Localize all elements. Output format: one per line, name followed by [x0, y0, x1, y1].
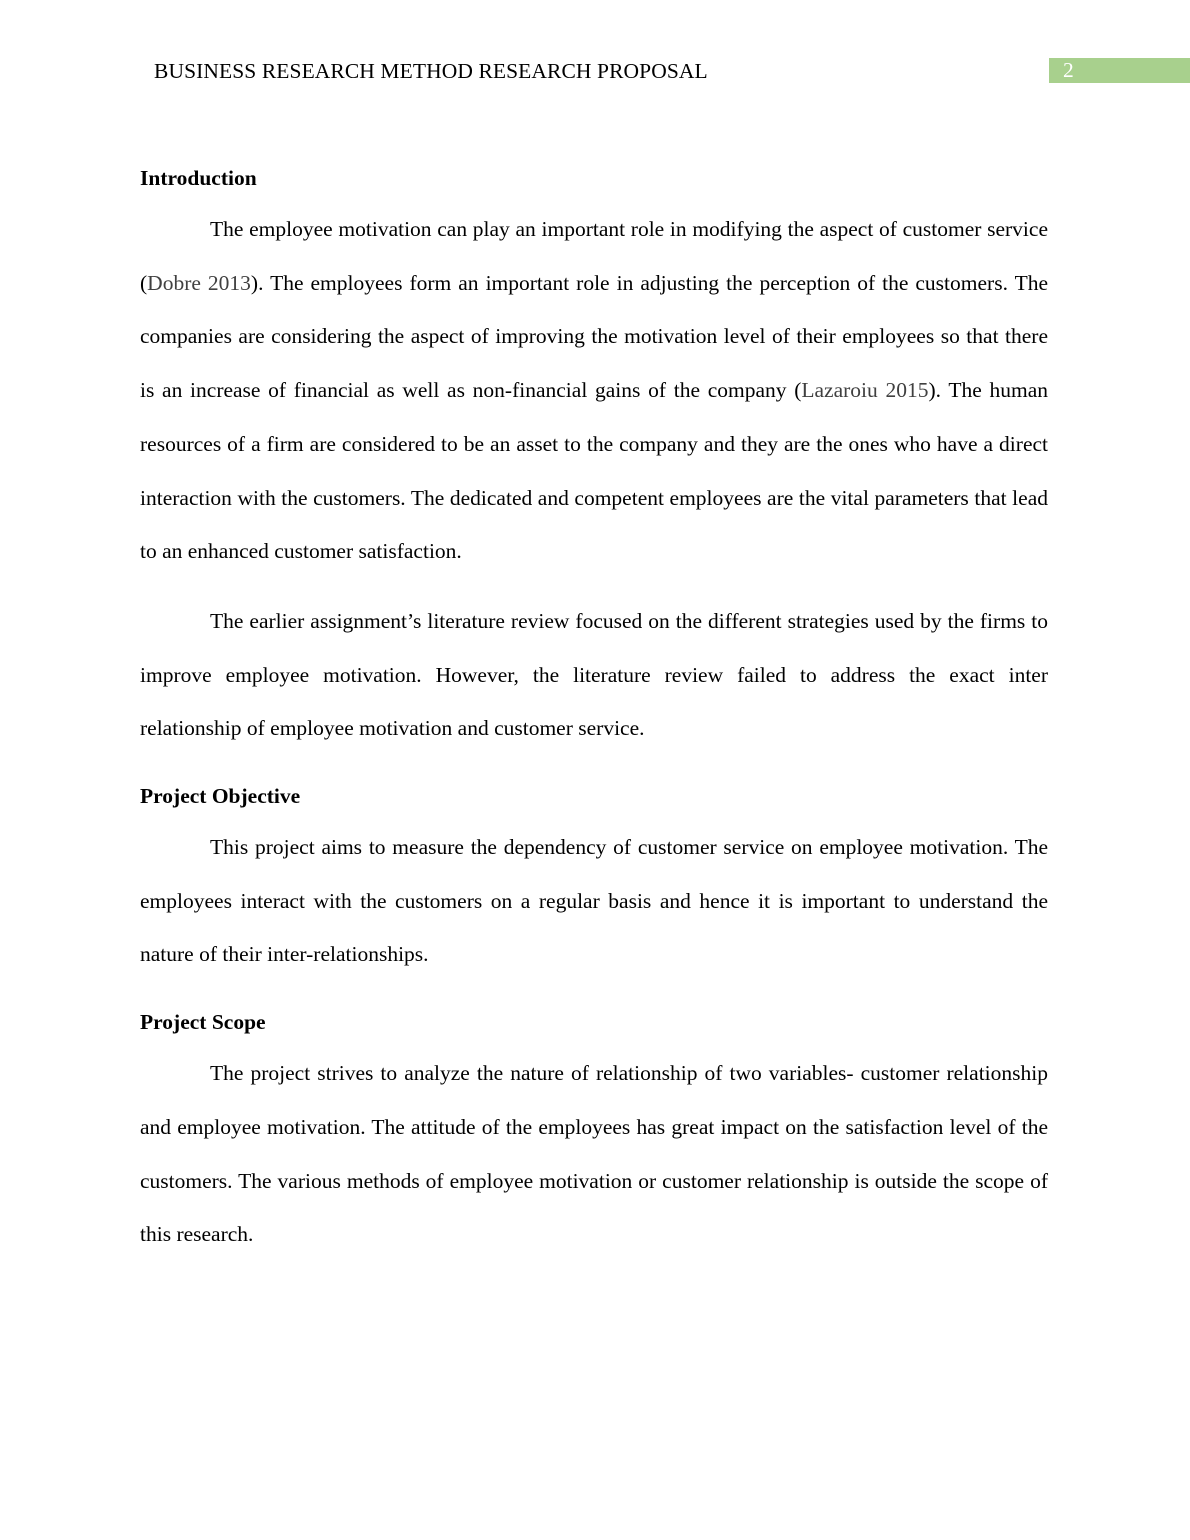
paragraph-project-scope: The project strives to analyze the nature of relationship of two variables- customer relationship and employee motivation. The attitude of the employees has great impact on the satisfaction level of the customers. The various methods of employee motivation or customer relationship is outside the scope of this research.: [140, 1061, 1048, 1247]
running-header-title: BUSINESS RESEARCH METHOD RESEARCH PROPOSAL: [154, 59, 708, 83]
intro-text-part-1: The employee motivation can play an important role in modifying the aspect of customer service (: [140, 217, 1048, 295]
intro-text-part-2: ). The employees form an important role in adjusting the perception of the customers. The companies are considering the aspect of improving the motivation level of their employees so that there is an increase of financial as well as non-financial gains of the company (: [140, 270, 1048, 403]
heading-project-objective: Project Objective: [140, 784, 301, 809]
heading-introduction: Introduction: [140, 166, 257, 190]
heading-project-scope: Project Scope: [140, 1010, 266, 1035]
citation-dobre: Dobre 2013: [147, 270, 251, 295]
page-number-badge: [1049, 58, 1190, 83]
paragraph-introduction-2: The earlier assignment’s literature review focused on the different strategies used by the firms to improve employee motivation. However, the literature review failed to address the exact inter relationship of employee motivation and customer service.: [140, 608, 1048, 741]
document-body: [140, 160, 1048, 1262]
paragraph-introduction-1: [140, 203, 1048, 579]
intro-text-part-3: ). The human resources of a firm are considered to be an asset to the company and they are the ones who have a direct interaction with the customers. The dedicated and competent employees are the vital parameters that lead to an enhanced customer satisfaction.: [140, 378, 1048, 564]
citation-lazaroiu: Lazaroiu 2015: [801, 378, 929, 403]
page-number: 2: [1063, 58, 1074, 82]
paragraph-project-objective: This project aims to measure the dependency of customer service on employee motivation. The employees interact with the customers on a regular basis and hence it is important to understand the nature of their inter-relationships.: [140, 835, 1048, 967]
